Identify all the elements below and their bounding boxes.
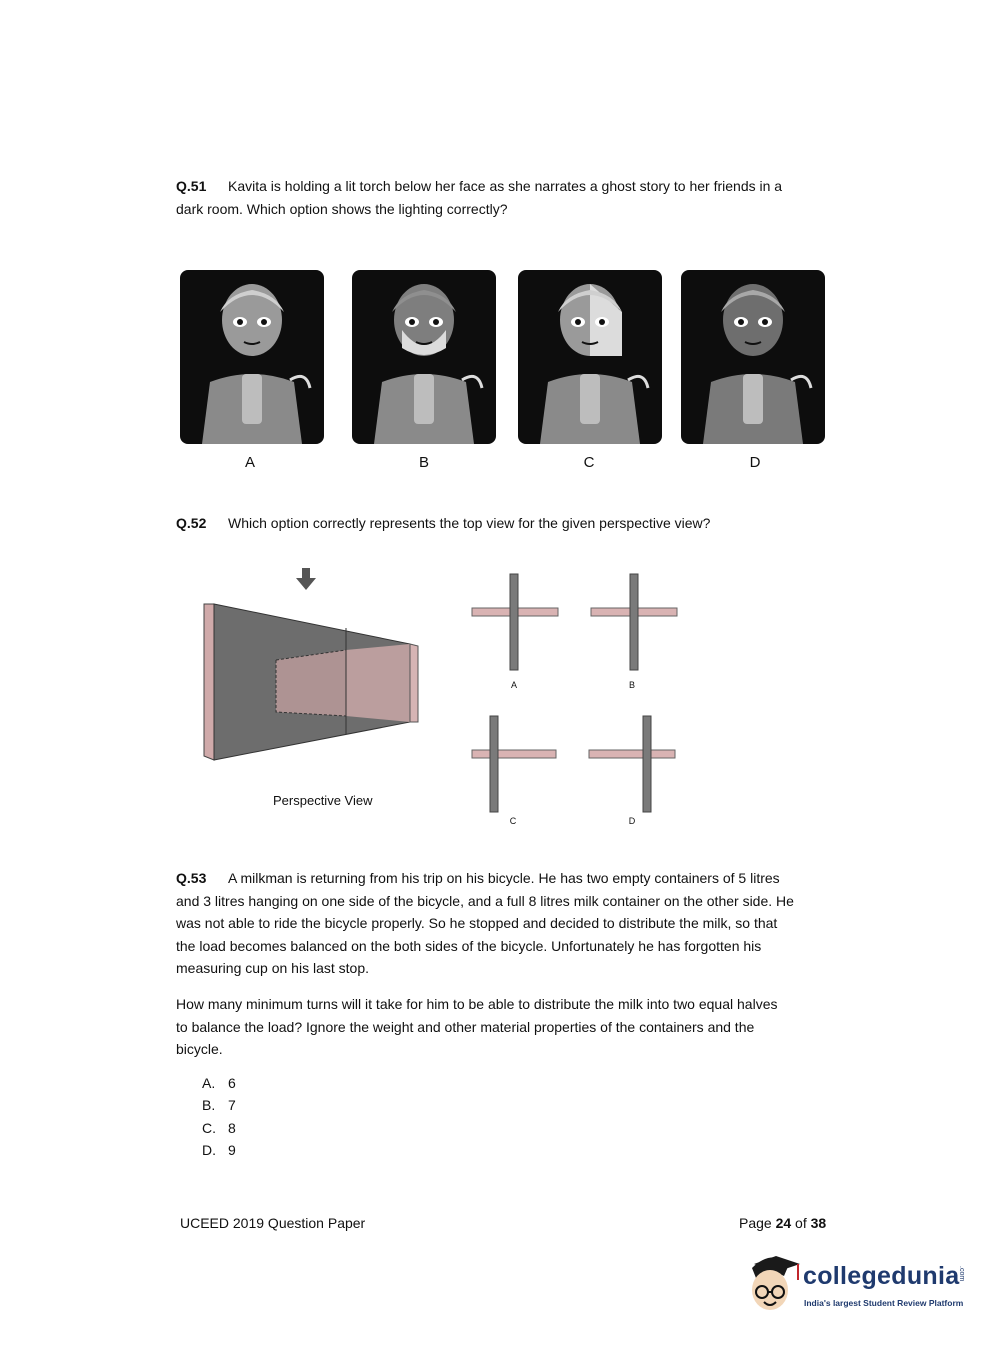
q52-options-figure — [468, 572, 682, 816]
q52-option-c-cross — [472, 716, 556, 812]
q53-option-d — [202, 1142, 254, 1158]
q51-option-c-label: C — [583, 454, 595, 471]
q53-question-line-2: to balance the load? Ignore the weight and other material properties of the containers and the — [176, 1018, 755, 1035]
q53-option-c — [202, 1120, 254, 1136]
q52-number: Q.52 — [176, 515, 207, 531]
q53-option-a-letter: A. — [202, 1075, 216, 1091]
q51-panel-a — [180, 270, 324, 444]
q52-option-a-cross — [472, 574, 558, 670]
q52-option-d-label: D — [628, 816, 636, 826]
q51-option-b-label: B — [418, 454, 429, 471]
q53-option-b — [202, 1097, 254, 1113]
q52-text — [176, 512, 710, 535]
q53-line-4: the load becomes balanced on the both sides of the bicycle. Unfortunately he has forgotten his — [176, 937, 762, 954]
q53-question-line-3: bicycle. — [176, 1041, 223, 1057]
footer-paper-title: UCEED 2019 Question Paper — [180, 1215, 366, 1231]
q53-option-d-letter: D. — [202, 1142, 216, 1158]
q53-question — [176, 993, 836, 1061]
perspective-view-figure — [196, 566, 428, 766]
q53-option-c-letter: C. — [202, 1120, 216, 1136]
q51-text-line1 — [176, 175, 782, 198]
q53-number: Q.53 — [176, 870, 207, 886]
q53-line-1-text: A milkman is returning from his trip on his bicycle. He has two empty containers of 5 litres — [228, 870, 780, 886]
page-mid: of — [791, 1215, 811, 1231]
q52-option-b-cross — [591, 574, 677, 670]
perspective-view-label: Perspective View — [273, 793, 373, 808]
q53-option-a-value: 6 — [228, 1075, 236, 1091]
page-prefix: Page — [739, 1215, 776, 1231]
q52-option-b-label: B — [628, 680, 635, 690]
page-current: 24 — [775, 1215, 792, 1231]
q53-paragraph — [176, 867, 836, 980]
q52-option-d-cross — [589, 716, 675, 812]
q51-line1: Kavita is holding a lit torch below her face as she narrates a ghost story to her friends in a — [228, 178, 783, 194]
q51-option-a-label: A — [244, 454, 255, 471]
brand-name: collegedunia — [803, 1262, 960, 1290]
q53-line-2: and 3 litres hanging on one side of the bicycle, and a full 8 litres milk container on the other side. He — [176, 892, 794, 909]
down-arrow-icon — [296, 568, 316, 590]
q53-line-3: was not able to ride the bicycle properly. So he stopped and decided to distribute the milk, so that — [176, 915, 778, 931]
q53-option-d-value: 9 — [228, 1142, 236, 1158]
q53-option-b-letter: B. — [202, 1097, 216, 1113]
page-total: 38 — [810, 1215, 827, 1231]
q51-panel-d — [681, 270, 825, 444]
q51-panel-c — [518, 270, 662, 444]
brand-tld: .com — [958, 1266, 965, 1282]
q53-option-c-value: 8 — [228, 1120, 236, 1136]
q53-line-5: measuring cup on his last stop. — [176, 960, 369, 976]
q51-number: Q.51 — [176, 178, 207, 194]
q53-option-b-value: 7 — [228, 1097, 236, 1113]
q51-text-line2: dark room. Which option shows the lighting correctly? — [176, 201, 508, 217]
q53-option-a — [202, 1075, 254, 1091]
q51-panel-b — [352, 270, 496, 444]
q52-question: Which option correctly represents the top view for the given perspective view? — [228, 515, 711, 531]
q52-option-c-label: C — [509, 816, 517, 826]
footer-page-number — [739, 1215, 826, 1231]
collegedunia-mascot-icon — [740, 1250, 802, 1320]
q51-option-d-label: D — [749, 454, 761, 471]
q53-line-1 — [176, 867, 836, 890]
q53-question-line-1: How many minimum turns will it take for him to be able to distribute the milk into two equal halves — [176, 996, 778, 1012]
brand-tagline: India's largest Student Review Platform — [804, 1298, 964, 1308]
q52-option-a-label: A — [510, 680, 517, 690]
